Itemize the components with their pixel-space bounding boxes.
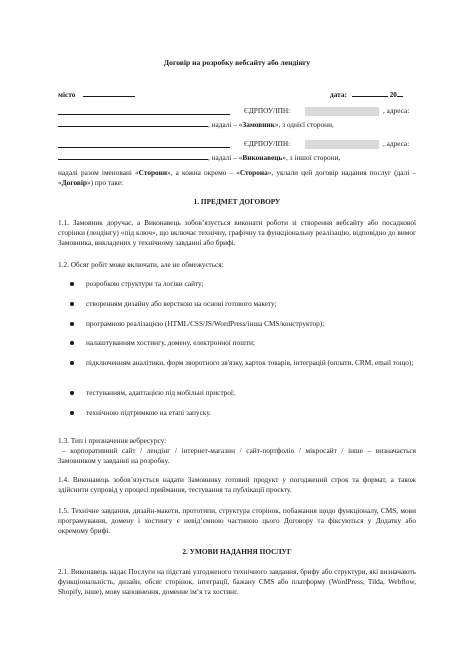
city-field[interactable] — [83, 88, 135, 97]
party2-edrpou-label: ЄДРПОУ/ІПН: — [244, 139, 291, 148]
year-suffix-field[interactable] — [397, 88, 403, 97]
bullet-icon — [70, 341, 74, 345]
document-title: Договір на розробку вебсайту або лендінгу — [163, 58, 311, 67]
party1-edrpou-label: ЄДРПОУ/ІПН: — [244, 106, 291, 115]
party2-line2: , надалі – «Виконавець», з іншої сторони, — [58, 151, 416, 163]
party1-line1: ЄДРПОУ/ІПН: , адреса: — [58, 106, 416, 118]
list-item: створенням дизайну або версткою на основі готового макету; — [86, 299, 416, 309]
list-item: тестуванням, адаптацією під мобільні пристрої; — [86, 388, 416, 398]
party2-edrpou-field[interactable] — [305, 140, 379, 149]
party1-address-field[interactable] — [58, 118, 208, 127]
clause-1-4: 1.4. Виконавець зобов’язується надати Замовнику готовий продукт у погоджений строк та формат, а також здійснити супровід у процесі приймання, тестування та публікації проєкту. — [58, 475, 416, 494]
date-label: дата: — [330, 90, 347, 99]
bullet-icon — [70, 411, 74, 415]
party2-line1: ЄДРПОУ/ІПН: , адреса: — [58, 139, 416, 151]
list-item: технічною підтримкою на етапі запуску. — [86, 408, 416, 418]
clause-1-2: 1.2. Обсяг робіт може включати, але не обмежується: — [58, 260, 224, 269]
party2-address-field[interactable] — [58, 151, 208, 160]
bullet-icon — [70, 302, 74, 306]
city-date-row — [58, 88, 416, 100]
party2-role: Виконавець — [242, 153, 283, 162]
party1-address-label: адреса: — [386, 106, 410, 115]
party1-edrpou-field[interactable] — [305, 107, 379, 116]
list-item: підключенням аналітики, форм зворотного зв'язку, карток товарів, інтеграцій (оплати, CRM, email тощо); — [86, 358, 416, 368]
list-item: програмною реалізацією (HTML/CSS/JS/WordPress/інша CMS/конструктор); — [86, 319, 416, 329]
city-label: місто — [58, 90, 76, 99]
party2-address-label: адреса: — [386, 139, 410, 148]
bullet-icon — [70, 391, 74, 395]
party1-line2: , надалі – «Замовник», з однієї сторони, — [58, 118, 416, 130]
section1-heading: 1. ПРЕДМЕТ ДОГОВОРУ — [193, 197, 281, 206]
section2-heading: 2. УМОВИ НАДАННЯ ПОСЛУГ — [182, 547, 292, 556]
bullet-icon — [70, 361, 74, 365]
list-item: розробкою структури та логіки сайту; — [86, 279, 416, 289]
clause-1-3-title: 1.3. Тип і призначення вебресурсу: — [58, 436, 167, 445]
party2-name-field[interactable] — [58, 139, 230, 148]
intro-paragraph: надалі разом іменовані «Сторони», а кожна окремо – «Сторона», уклали цей договір надання послуг (далі – «Договір») про таке: — [58, 168, 417, 187]
bullet-icon — [70, 322, 74, 326]
date-field[interactable] — [352, 88, 388, 97]
clause-2-1: 2.1. Виконавець надає Послуги на підставі узгодженого технічного завдання, брифу або структури, які визначають функціональність, дизайн, обсяг сторінок, інтеграції, бажану CMS або платформу (WordPress, Tilda, Webflow, Shopify, інше), мову наповнення, доменне ім’я та хостинг. — [58, 567, 416, 596]
clause-1-3-body: – корпоративний сайт / лендінг / інтернет-магазин / сайт-портфоліо / мікросайт / інше – визначається Замовником у завданні на розробку. — [58, 446, 416, 465]
list-item: налаштуванням хостингу, домену, електронної пошти; — [86, 338, 416, 348]
date-year: 20 — [389, 90, 397, 99]
party1-name-field[interactable] — [58, 106, 230, 115]
clause-1-5: 1.5. Технічне завдання, дизайн-макети, прототипи, структура сторінок, побажання щодо функціоналу, CMS, мови програмування, домену і хостингу є невід’ємною частиною цього Договору та фіксуються у Додатку або окремому брифі. — [58, 506, 416, 535]
bullet-icon — [70, 282, 74, 286]
clause-1-1: 1.1. Замовник доручає, а Виконавець зобов’язується виконати роботи зі створення вебсайту або посадкової сторінки (лендінгу) «під ключ», що включає технічну, графічну та функціональну реалізацію, відповідно до вимог Замовника, викладених у технічному завданні або брифі. — [58, 218, 416, 247]
party1-role: Замовник — [242, 120, 275, 129]
